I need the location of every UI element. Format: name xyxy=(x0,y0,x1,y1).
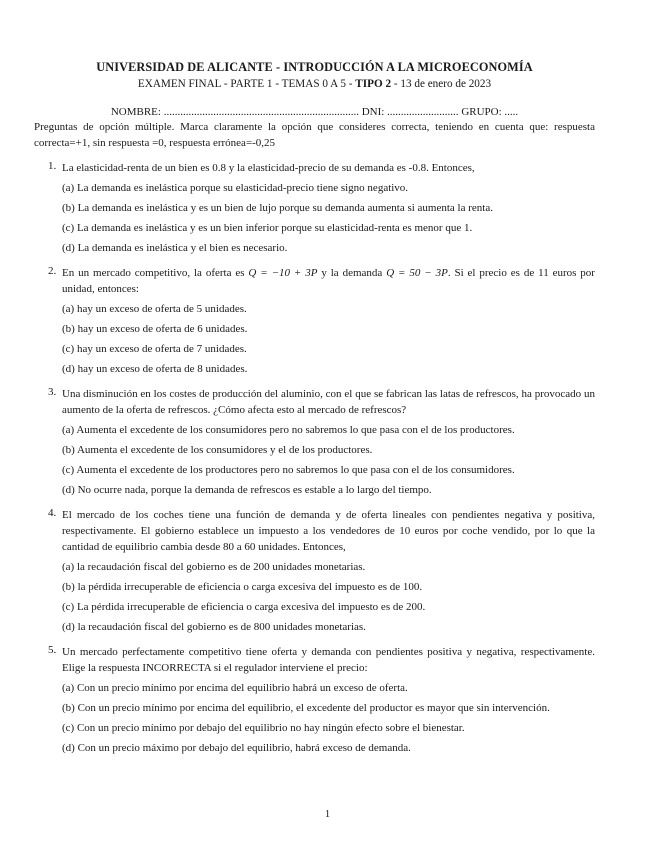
option-b: (b) Con un precio mínimo por encima del equilibrio, el excedente del productor es mayor que sin intervención. xyxy=(62,702,550,714)
group-field: GRUPO: ..... xyxy=(461,106,519,118)
option-list xyxy=(62,302,595,377)
page-number: 1 xyxy=(324,808,331,820)
option-d: (d) hay un exceso de oferta de 8 unidades. xyxy=(62,363,248,375)
option-c: (c) Aumenta el excedente de los productores pero no sabremos lo que pasa con el de los consumidores. xyxy=(62,464,515,476)
question-4 xyxy=(34,507,595,635)
question-text: Un mercado perfectamente competitivo tiene oferta y demanda con pendientes positiva y negativa, respectivamente. Elige la respuesta INCORRECTA si el regulador interviene el precio: xyxy=(62,646,595,674)
exam-subtitle xyxy=(34,78,595,90)
option-list xyxy=(62,681,595,756)
exam-type: TIPO 2 xyxy=(355,78,392,90)
option-a: (a) la recaudación fiscal del gobierno es de 200 unidades monetarias. xyxy=(62,561,366,573)
question-text: La elasticidad-renta de un bien es 0.8 y la elasticidad-precio de su demanda es -0.8. Entonces, xyxy=(62,162,475,174)
option-d: (d) la recaudación fiscal del gobierno es de 800 unidades monetarias. xyxy=(62,621,366,633)
question-text-pre: En un mercado competitivo, la oferta es xyxy=(62,267,249,279)
question-text-mid: y la demanda xyxy=(317,267,387,279)
option-d: (d) La demanda es inelástica y el bien es necesario. xyxy=(62,242,288,254)
option-list xyxy=(62,181,595,256)
question-number: 4. xyxy=(48,507,57,519)
option-a: (a) Aumenta el excedente de los consumidores pero no sabremos lo que pasa con el de los productores. xyxy=(62,424,515,436)
question-3 xyxy=(34,386,595,498)
option-a: (a) La demanda es inelástica porque su elasticidad-precio tiene signo negativo. xyxy=(62,182,409,194)
exam-date: - 13 de enero de 2023 xyxy=(391,78,492,90)
question-number: 2. xyxy=(48,265,57,277)
option-a: (a) Con un precio mínimo por encima del equilibrio habrá un exceso de oferta. xyxy=(62,682,408,694)
question-5 xyxy=(34,644,595,756)
question-number: 3. xyxy=(48,386,57,398)
question-1 xyxy=(34,160,595,256)
question-list xyxy=(34,160,595,756)
option-a: (a) hay un exceso de oferta de 5 unidades. xyxy=(62,303,247,315)
option-d: (d) No ocurre nada, porque la demanda de refrescos es estable a lo largo del tiempo. xyxy=(62,484,432,496)
question-text xyxy=(62,265,595,297)
supply-equation: Q = −10 + 3P xyxy=(248,267,318,279)
exam-title: UNIVERSIDAD DE ALICANTE - INTRODUCCIÓN A LA MICROECONOMÍA xyxy=(96,60,533,74)
option-c: (c) La demanda es inelástica y es un bien inferior porque su elasticidad-renta es menor que 1. xyxy=(62,222,473,234)
option-b: (b) la pérdida irrecuperable de eficiencia o carga excesiva del impuesto es de 100. xyxy=(62,581,423,593)
question-2 xyxy=(34,265,595,377)
option-d: (d) Con un precio máximo por debajo del equilibrio, habrá exceso de demanda. xyxy=(62,742,411,754)
option-c: (c) Con un precio mínimo por debajo del equilibrio no hay ningún efecto sobre el bienestar. xyxy=(62,722,465,734)
option-c: (c) hay un exceso de oferta de 7 unidades. xyxy=(62,343,247,355)
question-text-post: . Si el precio es de 11 euros por unidad, entonces: xyxy=(62,267,595,295)
option-c: (c) La pérdida irrecuperable de eficiencia o carga excesiva del impuesto es de 200. xyxy=(62,601,426,613)
option-b: (b) La demanda es inelástica y es un bien de lujo porque su demanda aumenta si aumenta la renta. xyxy=(62,202,493,214)
option-list xyxy=(62,423,595,498)
option-list xyxy=(62,560,595,635)
exam-page xyxy=(34,60,595,756)
student-fields xyxy=(34,106,595,118)
dni-field: DNI: .......................... xyxy=(361,106,459,118)
name-field: NOMBRE: ....................................................................... xyxy=(110,106,359,118)
option-b: (b) hay un exceso de oferta de 6 unidades. xyxy=(62,323,248,335)
question-number: 1. xyxy=(48,160,57,172)
instructions: Preguntas de opción múltiple. Marca claramente la opción que consideres correcta, teniendo en cuenta que: respuesta correcta=+1, sin respuesta =0, respuesta errónea=-0,25 xyxy=(34,121,595,149)
question-text: Una disminución en los costes de producción del aluminio, con el que se fabrican las latas de refrescos, ha provocado un aumento de la oferta de refrescos. ¿Cómo afecta esto al mercado de refrescos? xyxy=(62,388,595,416)
option-b: (b) Aumenta el excedente de los consumidores y el de los productores. xyxy=(62,444,373,456)
subtitle-prefix: EXAMEN FINAL - PARTE 1 - TEMAS 0 A 5 - xyxy=(137,78,356,90)
question-number: 5. xyxy=(48,644,57,656)
question-text: El mercado de los coches tiene una función de demanda y de oferta lineales con pendientes negativa y positiva, respectivamente. El gobierno establece un impuesto a los vendedores de 10 euros por coche vendido, por lo que la cantidad de equilibrio cambia desde 80 a 60 unidades. Entonces, xyxy=(62,509,595,553)
demand-equation: Q = 50 − 3P xyxy=(386,267,448,279)
